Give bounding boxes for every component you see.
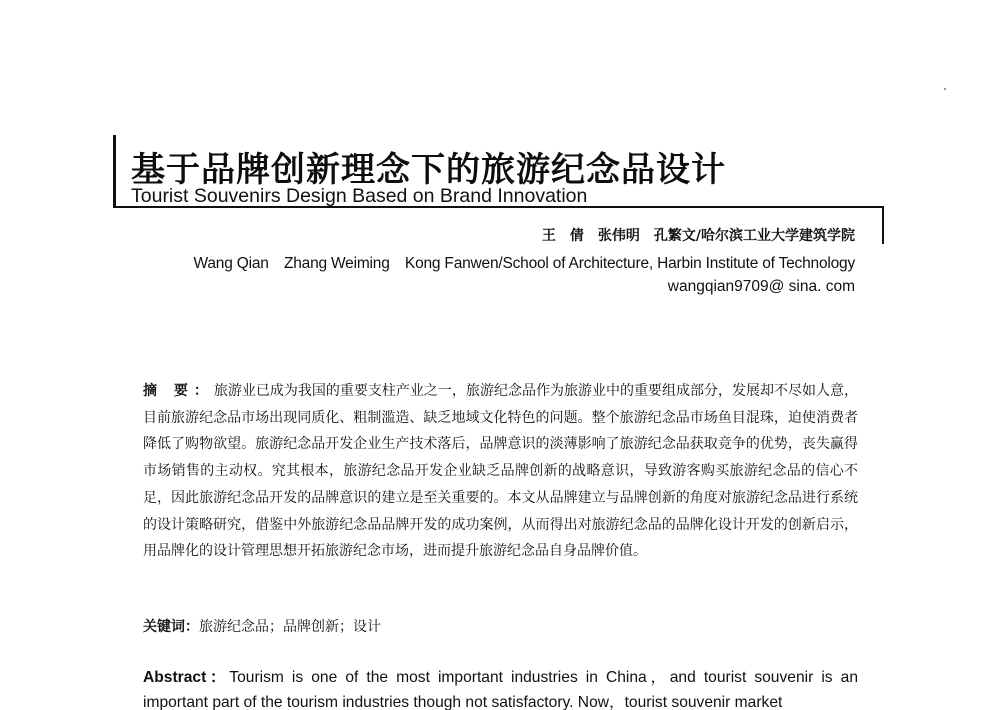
- abstract-english: [143, 665, 858, 710]
- author-email: wangqian9709@ sina. com: [667, 278, 855, 295]
- title-chinese: 基于品牌创新理念下的旅游纪念品设计: [131, 150, 726, 190]
- scan-speck: [944, 88, 946, 90]
- title-left-rule: [113, 135, 116, 207]
- abstract-chinese-label: 摘 要：: [143, 383, 214, 399]
- abstract-english-text: Tourism is one of the most important industries in China，and tourist souvenir is an important part of the tourism industries though not satisfactory. Now，tourist souvenir market: [143, 669, 858, 710]
- abstract-english-label: Abstract：: [143, 669, 230, 686]
- authors-english: Wang Qian Zhang Weiming Kong Fanwen/School of Architecture, Harbin Institute of Technology: [193, 255, 855, 272]
- abstract-chinese-text: 旅游业已成为我国的重要支柱产业之一，旅游纪念品作为旅游业中的重要组成部分，发展却不尽如人意，目前旅游纪念品市场出现同质化、粗制滥造、缺乏地域文化特色的问题。整个旅游纪念品市场鱼目混珠，迫使消费者降低了购物欲望。旅游纪念品开发企业生产技术落后，品牌意识的淡薄影响了旅游纪念品获取竞争的优势，丧失赢得市场销售的主动权。究其根本，旅游纪念品开发企业缺乏品牌创新的战略意识，导致游客购买旅游纪念品的信心不足，因此旅游纪念品开发的品牌意识的建立是至关重要的。本文从品牌建立与品牌创新的角度对旅游纪念品进行系统的设计策略研究，借鉴中外旅游纪念品品牌开发的成功案例，从而得出对旅游纪念品的品牌化设计开发的创新启示，用品牌化的设计管理思想开拓旅游纪念市场，进而提升旅游纪念品自身品牌价值。: [143, 383, 859, 560]
- authors-chinese: 王 倩 张伟明 孔繁文/哈尔滨工业大学建筑学院: [541, 228, 855, 244]
- title-end-rule: [882, 206, 884, 244]
- keywords-label: 关键词：: [143, 619, 199, 635]
- abstract-chinese: [143, 378, 858, 565]
- keywords-text: 旅游纪念品；品牌创新；设计: [199, 619, 381, 635]
- title-english: Tourist Souvenirs Design Based on Brand Innovation: [131, 185, 588, 207]
- keywords-chinese: [143, 616, 381, 636]
